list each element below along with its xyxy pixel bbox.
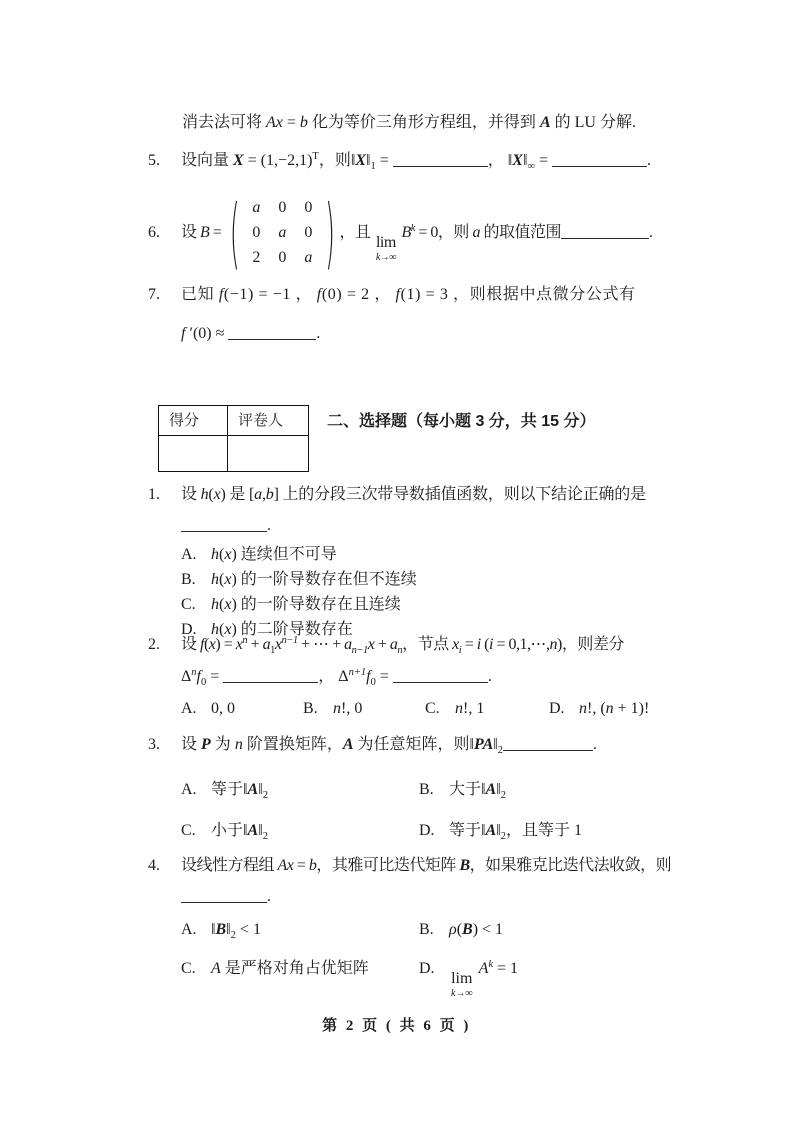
option-text: 0, 0 [211,700,235,718]
option-text: n!, 0 [333,700,363,718]
option-label: A. [181,920,197,938]
score-table [158,405,309,472]
blank-underline [503,737,593,751]
option-a [181,779,419,804]
question-3-line: 设 P 为 n 阶置换矩阵，A 为任意矩阵，则$‖PA‖_2$ . [181,736,598,756]
option-d [549,698,768,720]
option-label: C. [181,822,196,840]
option-label: D. [181,620,197,638]
option-text: 小于$‖A‖_2$ [211,822,268,843]
question-body [181,284,708,346]
blank-underline [561,225,649,239]
blank-underline [393,153,488,167]
score-table-header-reviewer: 评卷人 [228,406,309,436]
blank-underline [181,889,267,903]
question-4-blank-line: . [181,886,728,908]
question-1 [148,484,728,642]
question-number: 5. [148,152,160,169]
question-body [181,189,768,278]
question-7 [148,284,708,346]
blank-underline [181,518,267,532]
option-text: h(x) 的一阶导数存在且连续 [211,595,401,613]
option-c [425,698,549,720]
question-number: 1. [148,486,160,503]
question-6-line: 设 B = ( a 0 0 0 a 0 2 0 a ) ，且 lim k→∞ $B^k = 0$，则 a 的取值范围 . [181,189,653,278]
option-label: B. [303,700,318,718]
intro-line: 消去法可将 Ax = b 化为等价三角形方程组，并得到 A 的 LU 分解. [182,114,636,131]
option-b [181,567,728,592]
blank-underline [223,669,318,683]
option-text: n!, (n + 1)! [579,700,650,718]
question-number: 7. [148,286,160,303]
option-label: B. [419,920,434,938]
question-3 [148,734,728,845]
question-body [181,484,728,642]
question-4 [148,855,728,999]
question-6 [148,189,768,278]
option-b [419,779,728,804]
question-2-line-1: 设 $f(x) = x^n + a_1x^{n-1}$ + ⋯ + $a_{n-1}x + a_n$，节点 $x_i = i$ (i = 0,1,⋯,n)，则差分 [181,635,624,656]
question-2 [148,634,768,721]
question-3-options [181,779,728,845]
question-4-line-1: 设线性方程组 Ax = b，其雅可比迭代矩阵 B，如果雅克比迭代法收敛，则 [181,857,672,874]
option-text: h(x) 的二阶导数存在 [211,620,353,638]
blank-underline [228,326,316,340]
question-2-options [181,698,768,720]
option-label: A. [181,545,197,563]
question-body [181,634,768,721]
option-text: n!, 1 [455,700,485,718]
option-b [303,698,425,720]
option-text: h(x) 的一阶导数存在但不连续 [211,570,417,588]
question-number: 3. [148,736,160,753]
page-footer: 第 2 页 ( 共 6 页 ) [322,1018,471,1034]
limit-notation: lim k→∞ [451,970,473,1000]
option-c [181,820,419,845]
option-b [419,919,728,944]
score-table-header-score: 得分 [159,406,228,436]
option-label: D. [419,960,435,978]
question-number: 6. [148,224,160,242]
option-d [419,820,728,845]
blank-underline [552,153,647,167]
matrix: ( a 0 0 0 a 0 2 0 a ) [229,189,335,278]
question-2-line-2: $\Delta^nf_0$ = ， $\Delta^{n+1}f_0$ = . [181,666,492,688]
blank-underline [393,669,488,683]
option-label: D. [419,822,435,840]
question-number: 2. [148,636,160,653]
question-number: 4. [148,857,160,874]
option-c [181,958,419,999]
option-label: C. [181,960,196,978]
question-1-line-1: 设 h(x) 是 [a,b] 上的分段三次带导数插值函数，则以下结论正确的是 [181,486,646,503]
question-1-blank-line: . [181,515,728,537]
reviewer-cell-empty [228,436,309,472]
option-c [181,592,728,617]
option-text: lim k→∞ $A^k = 1$ [451,959,519,1000]
option-a [181,919,419,944]
option-text: 大于$‖A‖_2$ [449,780,506,801]
option-text: 等于$‖A‖_2$，且等于 1 [449,822,582,843]
option-a [181,542,728,567]
option-text: 等于$‖A‖_2$ [211,780,268,801]
question-7-line-2: f ′(0) ≈ . [181,325,321,343]
question-4-options [181,919,728,1000]
question-body [181,855,728,999]
option-text: ρ(B) < 1 [449,920,504,938]
option-d [419,958,728,999]
option-label: B. [181,570,196,588]
question-5-line: 设向量 $X = (1,-2,1)^T$，则$‖X‖_1$ = ， $‖X‖_\infty$ = . [181,151,651,172]
option-text: $‖B‖_2 < 1$ [211,920,261,941]
option-text: h(x) 连续但不可导 [211,545,337,563]
question-1-options [181,542,728,642]
option-label: A. [181,700,197,718]
question-body [181,150,708,175]
option-text: A 是严格对角占优矩阵 [211,960,369,978]
question-5 [148,150,708,175]
limit-notation: lim k→∞ [375,234,396,264]
option-a [181,698,303,720]
option-label: C. [181,595,196,613]
question-7-line-1: 已知 f(−1) = −1 ， f(0) = 2 ， f(1) = 3 ，则根据中点微分公式有 [181,286,636,303]
option-label: B. [419,780,434,798]
question-body [181,734,728,845]
score-cell-empty [159,436,228,472]
option-label: C. [425,700,440,718]
option-label: D. [549,700,565,718]
option-label: A. [181,780,197,798]
section-title: 二、选择题（每小题 3 分，共 15 分） [327,413,596,430]
